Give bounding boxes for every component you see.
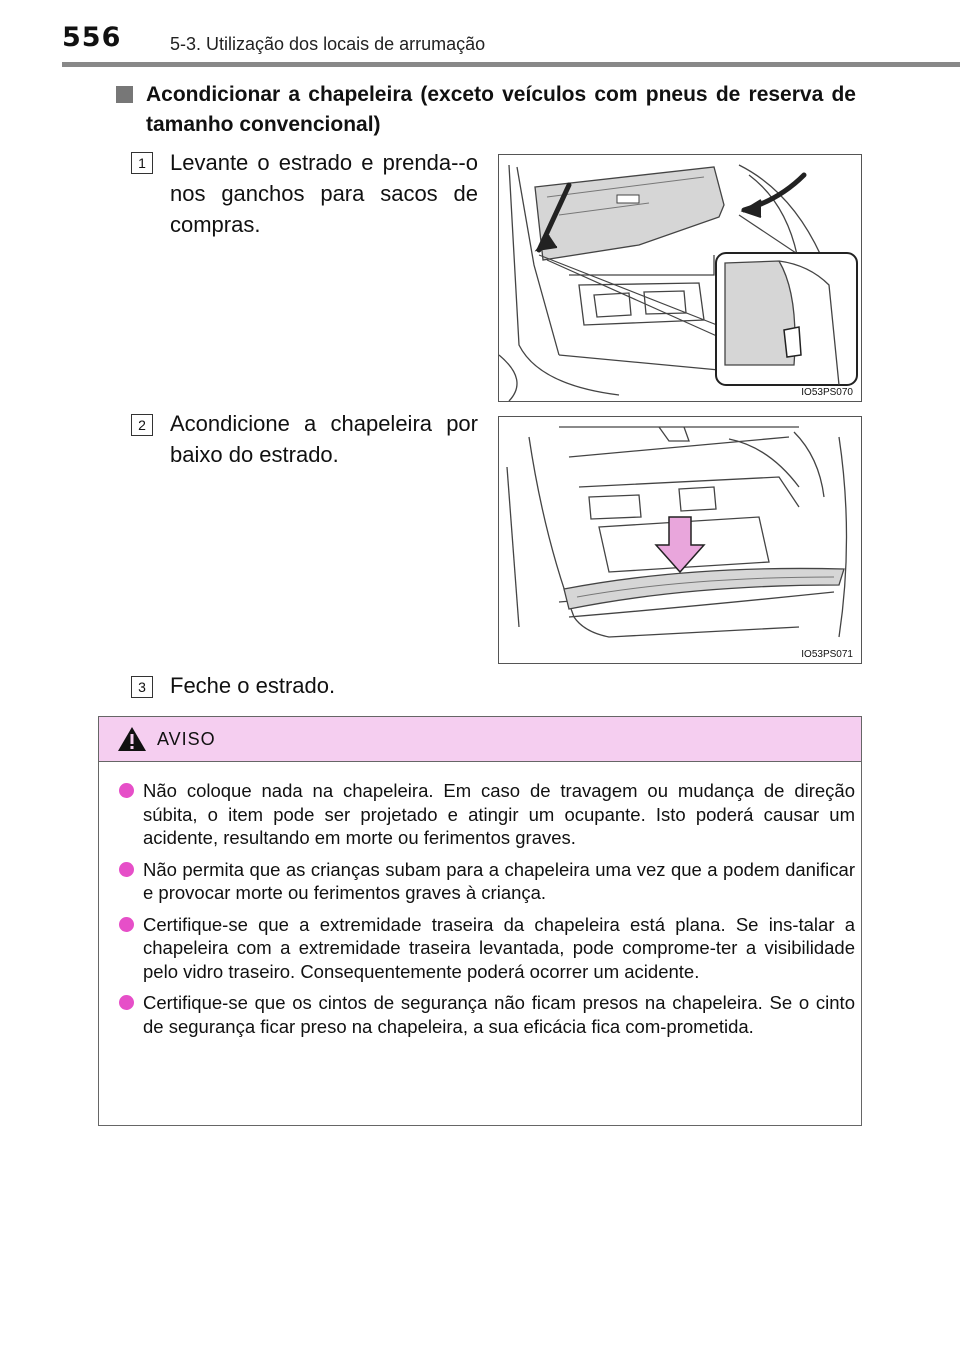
running-header: 5-3. Utilização dos locais de arrumação	[170, 34, 486, 54]
warning-header	[99, 717, 861, 762]
warning-box	[98, 716, 862, 1126]
warning-triangle-icon	[117, 726, 147, 752]
bullet-icon	[119, 995, 134, 1010]
warning-item-text: Não coloque nada na chapeleira. Em caso de travagem ou mudança de direção súbita, o item pode ser projetado e atingir um ocupante. Isto poderá causar um acidente, resultando em morte ou ferimentos graves.	[143, 780, 855, 848]
bullet-icon	[119, 917, 134, 932]
step-number-1: 1	[131, 152, 153, 174]
step-text-3: Feche o estrado.	[170, 673, 336, 698]
header-rule	[62, 62, 960, 67]
warning-item	[119, 913, 855, 984]
bullet-icon	[119, 862, 134, 877]
step-number-2: 2	[131, 414, 153, 436]
warning-item	[119, 779, 855, 850]
page-number: 556	[62, 22, 122, 53]
section-heading	[116, 80, 856, 140]
figure-1-code: IO53PS070	[801, 387, 853, 398]
figure-2	[498, 416, 862, 664]
warning-item-text: Não permita que as crianças subam para a chapeleira uma vez que a podem danificar e provocar morte ou ferimentos graves à criança.	[143, 858, 855, 903]
trunk-illustration-hooks	[499, 155, 861, 401]
step-text-2: Acondicione a chapeleira por baixo do estrado.	[170, 411, 478, 467]
figure-2-code: IO53PS071	[801, 649, 853, 660]
warning-item-text: Certifique-se que a extremidade traseira da chapeleira está plana. Se ins-talar a chapeleira com a extremidade traseira levantada, pode comprome-ter a visibilidade pelo vidro traseiro. Consequentemente poderá ocorrer um acidente.	[143, 913, 855, 982]
square-bullet-icon	[116, 86, 133, 103]
trunk-illustration-storage	[499, 417, 861, 663]
warning-item	[119, 991, 855, 1038]
figure-1	[498, 154, 862, 402]
warning-item	[119, 858, 855, 905]
bullet-icon	[119, 783, 134, 798]
section-heading-text: Acondicionar a chapeleira (exceto veículos com pneus de reserva de tamanho convencional)	[146, 83, 856, 136]
warning-title: AVISO	[157, 729, 216, 749]
step-text-1: Levante o estrado e prenda--o nos ganchos para sacos de compras.	[170, 150, 478, 237]
warning-item-text: Certifique-se que os cintos de segurança não ficam presos na chapeleira. Se o cinto de segurança ficar preso na chapeleira, a sua eficácia fica com-prometida.	[143, 992, 855, 1037]
step-number-3: 3	[131, 676, 153, 698]
warning-list	[119, 779, 855, 1046]
